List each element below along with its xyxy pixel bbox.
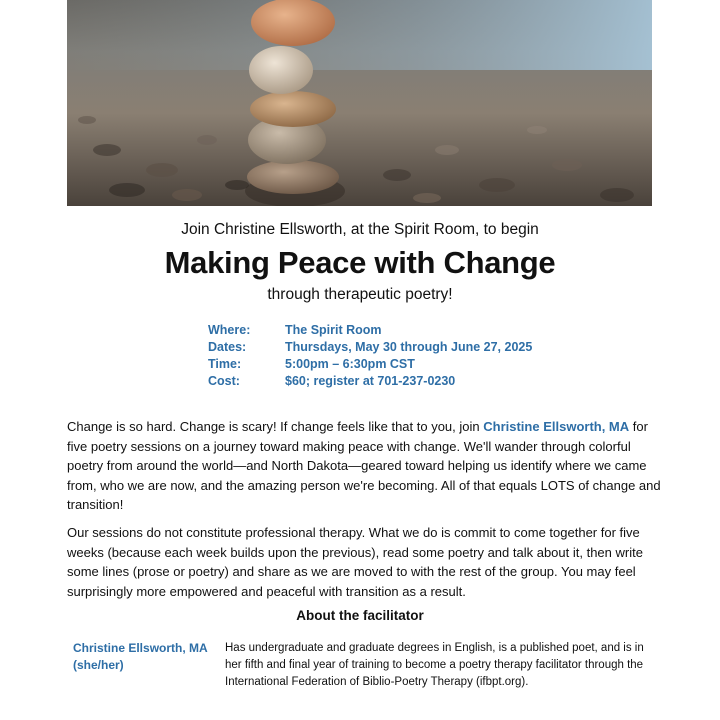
detail-row-time <box>208 356 532 373</box>
event-details <box>208 322 532 390</box>
facilitator-pronouns: (she/her) <box>73 658 124 672</box>
paragraph-text: for five poetry sessions on a journey toward making peace with change. We'll wander through colorful poetry from around the world—and North Dakota—geared toward helping us identify where we came from, who we are now, and the amazing person we're becoming. All of that equals LOTS of change and transition! <box>67 419 661 513</box>
paragraph-text: Change is so hard. Change is scary! If change feels like that to you, join <box>67 419 484 434</box>
intro-line: Join Christine Ellsworth, at the Spirit Room, to begin <box>181 221 539 238</box>
detail-value: $60; register at 701-237-0230 <box>285 374 456 388</box>
detail-row-dates <box>208 339 532 356</box>
hero-image <box>67 0 652 206</box>
page-title: Making Peace with Change <box>164 245 556 280</box>
facilitator-name-highlight: Christine Ellsworth, MA <box>483 419 630 434</box>
detail-value: The Spirit Room <box>285 323 382 337</box>
page-subtitle: through therapeutic poetry! <box>267 286 453 303</box>
detail-row-where <box>208 322 532 339</box>
stacked-stones-photo-icon <box>67 0 652 206</box>
about-heading: About the facilitator <box>296 608 424 623</box>
detail-row-cost <box>208 373 532 390</box>
detail-label: Cost: <box>208 374 240 388</box>
detail-label: Dates: <box>208 340 247 354</box>
facilitator-name-line: Christine Ellsworth, MA <box>73 641 208 655</box>
detail-label: Where: <box>208 323 251 337</box>
facilitator-bio: Has undergraduate and graduate degrees in English, is a published poet, and is in her fifth and final year of training to become a poetry therapy facilitator through the International Federation of Biblio-Poetry Therapy (ifbpt.org). <box>225 642 644 688</box>
description-paragraph-1 <box>67 417 667 515</box>
detail-value: 5:00pm – 6:30pm CST <box>285 357 415 371</box>
facilitator-name <box>73 640 213 674</box>
description-paragraph-2: Our sessions do not constitute professional therapy. What we do is commit to come together for five weeks (because each week builds upon the previous), read some poetry and talk about it, then write some lines (prose or poetry) and share as we are moved to with the rest of the group. You may feel surprisingly more empowered and peaceful with transition as a result. <box>67 525 643 599</box>
detail-label: Time: <box>208 357 242 371</box>
detail-value: Thursdays, May 30 through June 27, 2025 <box>285 340 533 354</box>
